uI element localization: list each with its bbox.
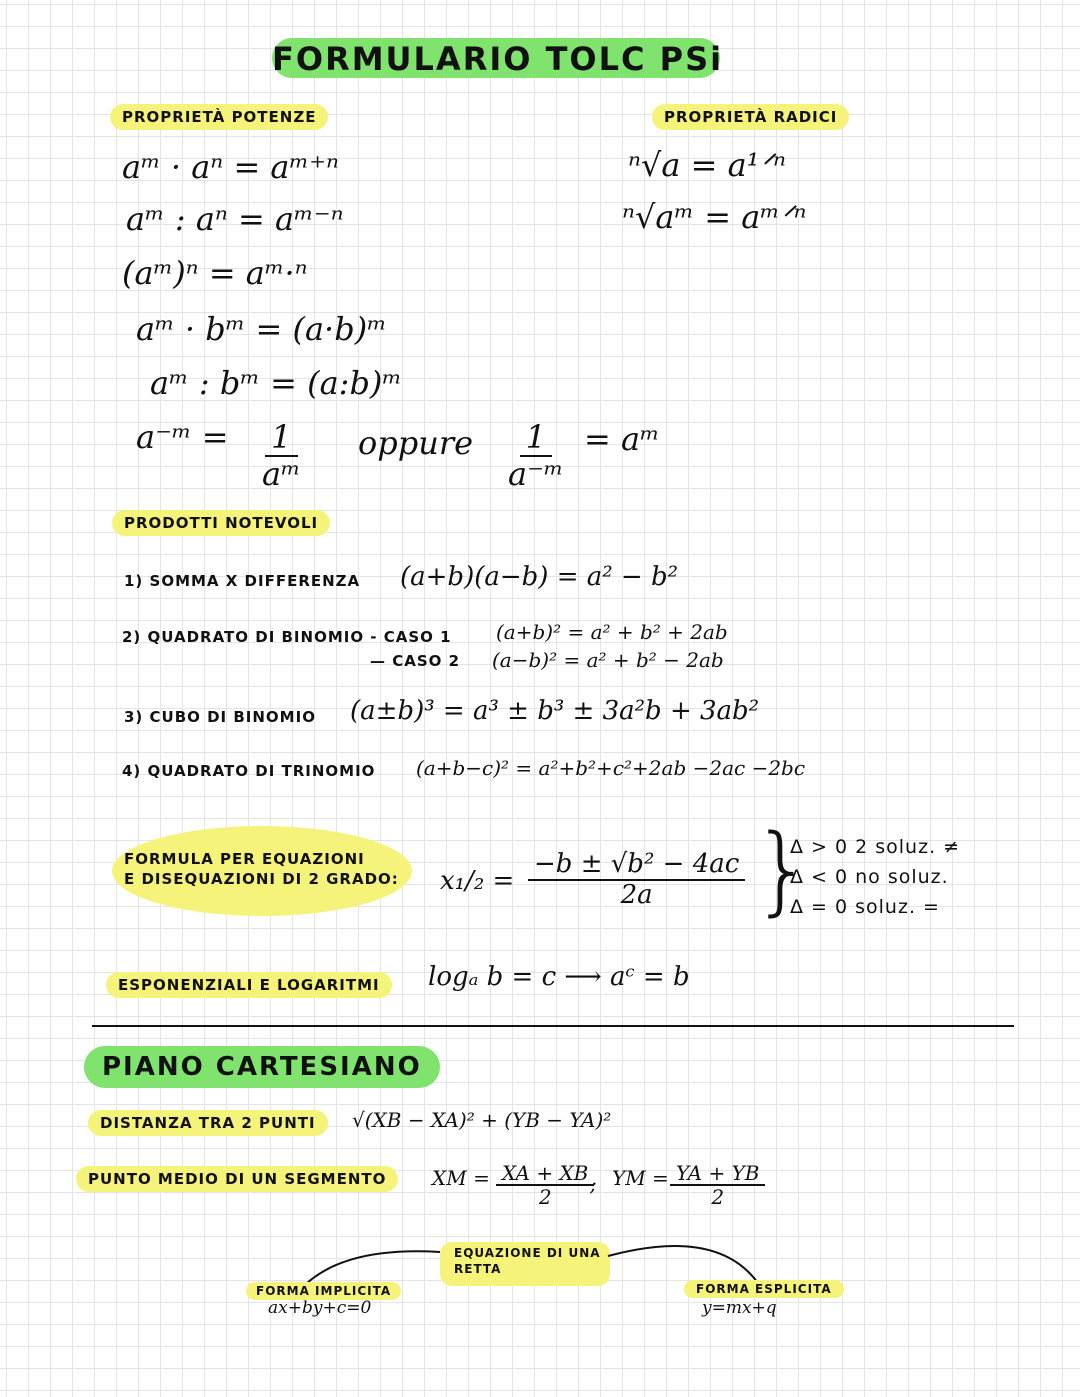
product-3-label: 3) CUBO DI BINOMIO bbox=[124, 708, 316, 726]
discriminant-positive: Δ > 0 2 soluz. ≠ bbox=[790, 836, 961, 858]
product-1-formula: (a+b)(a−b) = a² − b² bbox=[400, 562, 679, 592]
oppure-text: oppure bbox=[358, 424, 474, 462]
fraction-numerator: YA + YB bbox=[670, 1162, 765, 1186]
product-2a-formula: (a+b)² = a² + b² + 2ab bbox=[496, 620, 728, 644]
power-formula-3: (aᵐ)ⁿ = aᵐ·ⁿ bbox=[122, 254, 308, 292]
power-formula-6-lhs: a⁻ᵐ = bbox=[136, 418, 229, 456]
midpoint-label: PUNTO MEDIO DI UN SEGMENTO bbox=[76, 1166, 398, 1192]
implicit-form-label: FORMA IMPLICITA bbox=[246, 1282, 401, 1300]
fraction-denominator: a⁻ᵐ bbox=[508, 455, 564, 494]
product-2-label: 2) QUADRATO DI BINOMIO - CASO 1 bbox=[122, 628, 452, 646]
fraction-numerator: XA + XB bbox=[496, 1162, 594, 1186]
midpoint-x-lhs: XM = bbox=[432, 1166, 490, 1190]
fraction-denominator: aᵐ bbox=[262, 455, 301, 494]
quadratic-label-line-2: E DISEQUAZIONI DI 2 GRADO: bbox=[124, 870, 399, 888]
brace-icon: } bbox=[752, 814, 814, 926]
fraction-denominator: 2a bbox=[620, 879, 653, 910]
implicit-form-formula: ax+by+c=0 bbox=[268, 1298, 372, 1318]
midpoint-y-lhs: YM = bbox=[612, 1166, 669, 1190]
fraction-denominator: 2 bbox=[711, 1185, 725, 1209]
line-equation-label-1: EQUAZIONE DI UNA bbox=[454, 1246, 601, 1260]
fraction-numerator: 1 bbox=[520, 420, 552, 457]
fraction-denominator: 2 bbox=[538, 1185, 552, 1209]
page-title: FORMULARIO TOLC PSi bbox=[272, 40, 724, 78]
cartesian-title: PIANO CARTESIANO bbox=[84, 1046, 440, 1088]
root-formula-1: ⁿ√a = a¹ᐟⁿ bbox=[628, 146, 787, 184]
distance-formula: √(XB − XA)² + (YB − YA)² bbox=[352, 1108, 612, 1132]
power-formula-5: aᵐ : bᵐ = (a:b)ᵐ bbox=[150, 364, 403, 402]
product-4-label: 4) QUADRATO DI TRINOMIO bbox=[122, 762, 376, 780]
product-2b-formula: (a−b)² = a² + b² − 2ab bbox=[492, 648, 724, 672]
quadratic-lhs: x₁/₂ = bbox=[440, 866, 515, 896]
powers-label: PROPRIETÀ POTENZE bbox=[110, 104, 328, 130]
products-label: PRODOTTI NOTEVOLI bbox=[112, 510, 330, 536]
explicit-form-label: FORMA ESPLICITA bbox=[684, 1280, 844, 1298]
roots-label: PROPRIETÀ RADICI bbox=[652, 104, 849, 130]
quadratic-label-line-1: FORMULA PER EQUAZIONI bbox=[124, 850, 365, 868]
discriminant-negative: Δ < 0 no soluz. bbox=[790, 866, 949, 888]
power-formula-1: aᵐ · aⁿ = aᵐ⁺ⁿ bbox=[122, 148, 339, 186]
distance-label: DISTANZA TRA 2 PUNTI bbox=[88, 1110, 328, 1136]
product-2-case2-label: — CASO 2 bbox=[370, 652, 461, 670]
power-formula-2: aᵐ : aⁿ = aᵐ⁻ⁿ bbox=[126, 200, 344, 238]
fraction-numerator: 1 bbox=[265, 420, 297, 457]
midpoint-separator: ; bbox=[590, 1172, 597, 1196]
line-equation-label-2: RETTA bbox=[454, 1262, 502, 1276]
root-formula-2: ⁿ√aᵐ = aᵐᐟⁿ bbox=[622, 198, 807, 236]
product-4-formula: (a+b−c)² = a²+b²+c²+2ab −2ac −2bc bbox=[416, 756, 806, 780]
exp-log-formula: logₐ b = c ⟶ aᶜ = b bbox=[428, 962, 690, 992]
power-formula-4: aᵐ · bᵐ = (a·b)ᵐ bbox=[136, 310, 387, 348]
power-formula-6b-rhs: = aᵐ bbox=[584, 420, 660, 458]
explicit-form-formula: y=mx+q bbox=[702, 1298, 777, 1318]
fraction-numerator: −b ± √b² − 4ac bbox=[528, 850, 745, 881]
product-3-formula: (a±b)³ = a³ ± b³ ± 3a²b + 3ab² bbox=[350, 696, 760, 726]
discriminant-zero: Δ = 0 soluz. = bbox=[790, 896, 940, 918]
product-1-label: 1) SOMMA X DIFFERENZA bbox=[124, 572, 361, 590]
exp-log-label: ESPONENZIALI E LOGARITMI bbox=[106, 972, 392, 998]
